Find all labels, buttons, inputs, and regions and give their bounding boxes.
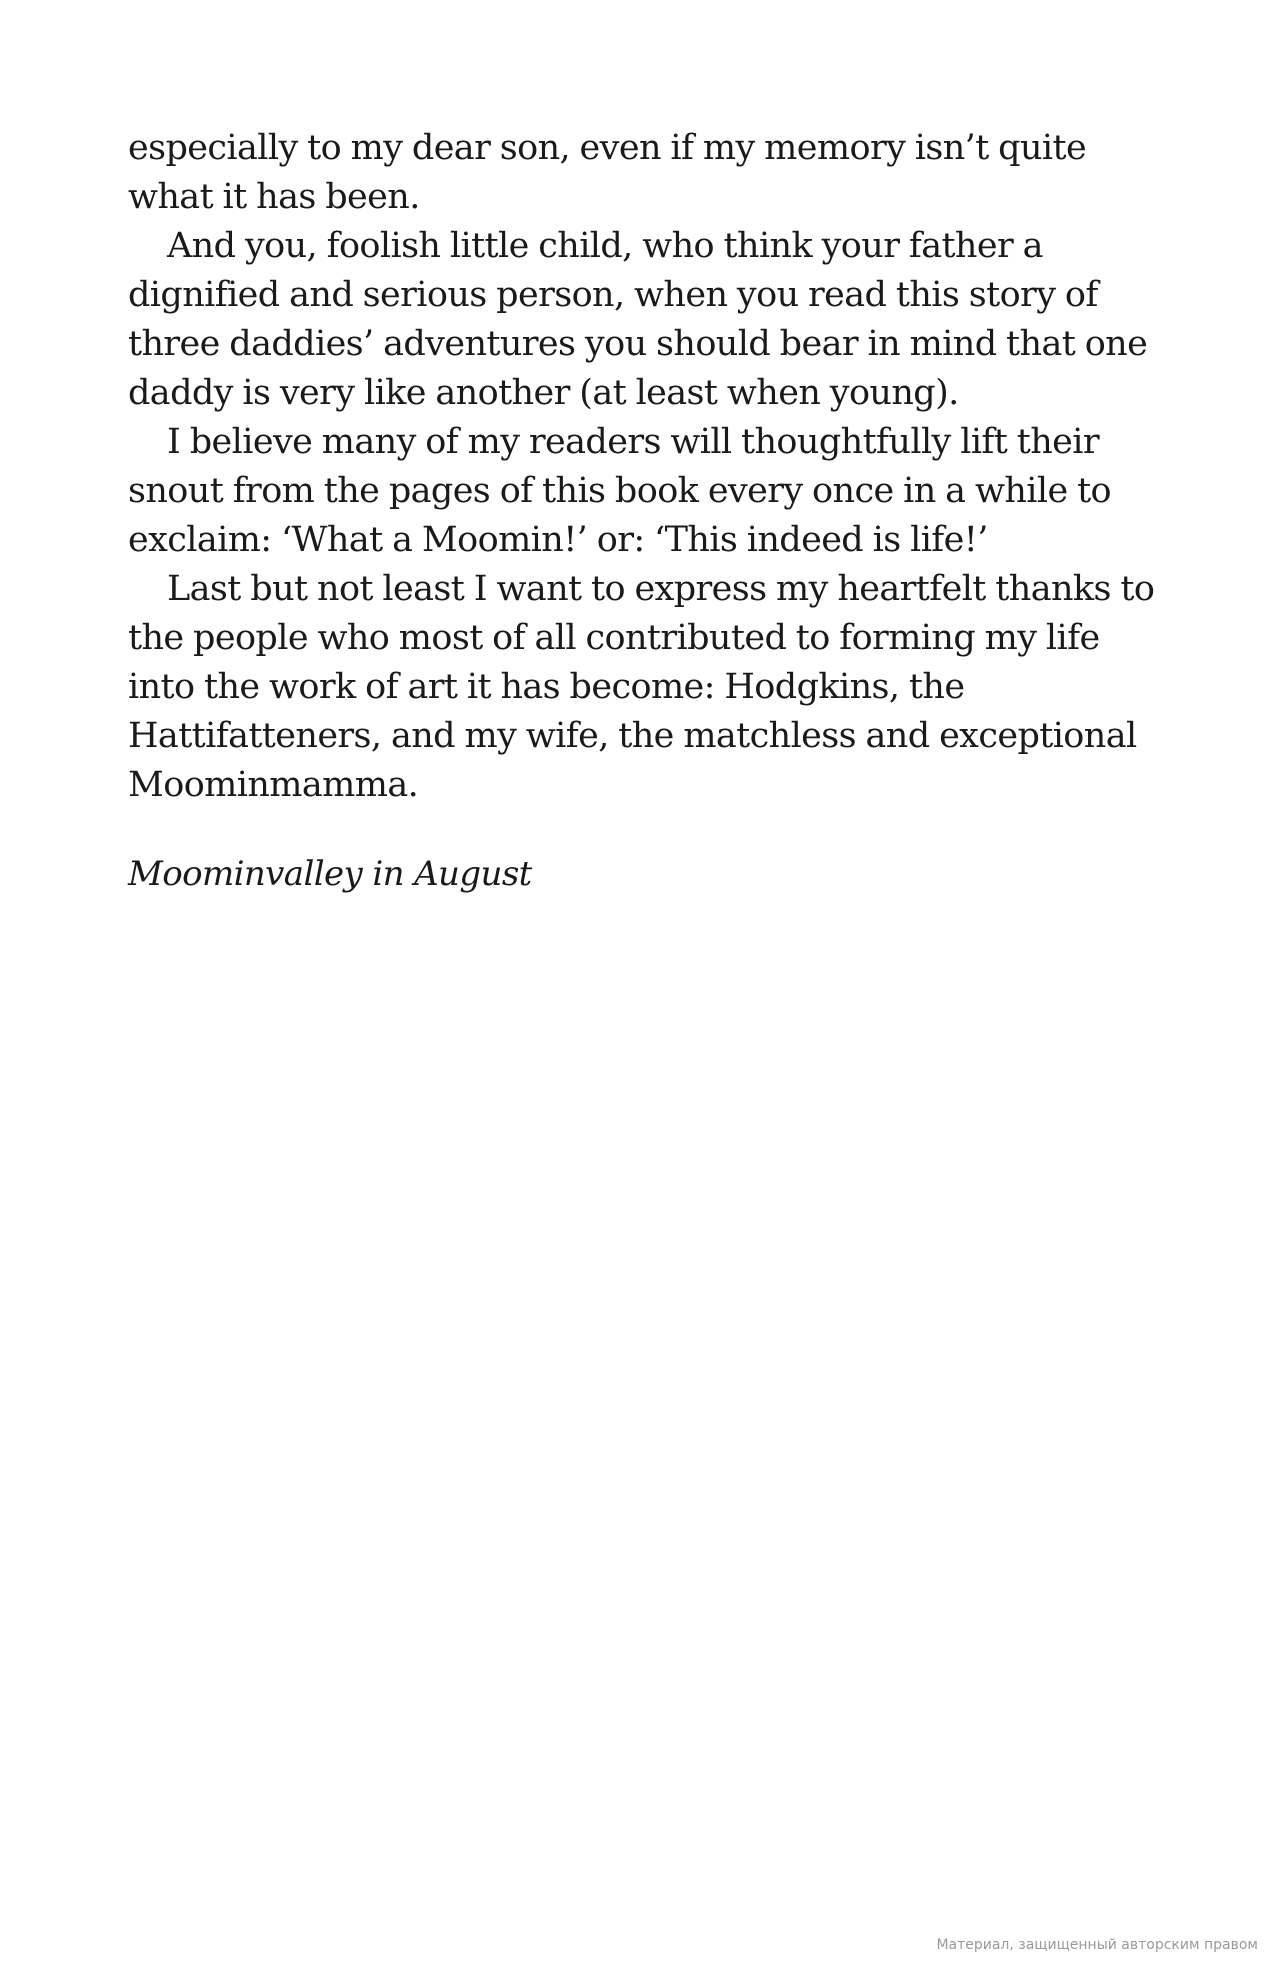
- book-page: [128, 124, 1158, 899]
- paragraph-thanks: Last but not least I want to express my heartfelt thanks to the people who most of all contributed to forming my life into the work of art it has become: Hodgkins, the Hattifatteners, and my wife, the matchless and exceptional Moominmamma.: [128, 569, 1155, 805]
- copyright-footer-note: Материал, защищенный авторским правом: [936, 1937, 1258, 1953]
- signoff-place-date: Moominvalley in August: [128, 854, 532, 894]
- paragraph-continued: especially to my dear son, even if my memory isn’t quite what it has been.: [128, 128, 1087, 217]
- paragraph-readers: I believe many of my readers will thoughtfully lift their snout from the pages of this book every once in a while to exclaim: ‘What a Moomin!’ or: ‘This indeed is life!’: [128, 422, 1112, 560]
- paragraph-foolish-child: And you, foolish little child, who think your father a dignified and serious person, when you read this story of three daddies’ adventures you should bear in mind that one daddy is very like another (at least when young).: [128, 226, 1148, 413]
